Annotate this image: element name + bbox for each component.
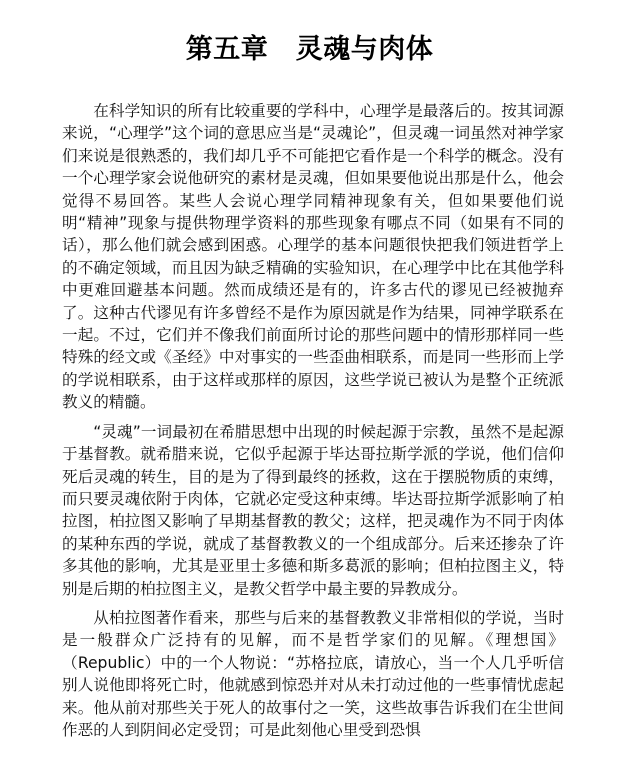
paragraph-3: 从柏拉图著作看来，那些与后来的基督教教义非常相似的学说，当时是一般群众广泛持有的见解，而不是哲学家们的见解。《理想国》（Republic）中的一个人物说：“苏格拉底，请放心，当一个人几乎听信别人说他即将死亡时，他就感到惊恐并对从未打动过他的一些事情忧虑起来。他从前对那些关于死人的故事付之一笑，这些故事告诉我们在尘世间作恶的人到阴间必定受罚；可是此刻他心里受到恐惧 <box>62 608 564 739</box>
chapter-title: 第五章 灵魂与肉体 <box>185 34 434 65</box>
paragraph-1: 在科学知识的所有比较重要的学科中，心理学是最落后的。按其词源来说，“心理学”这个词的意思应当是“灵魂论”，但灵魂一词虽然对神学家们来说是很熟悉的，我们却几乎不可能把它看作是一个科学的概念。没有一个心理学家会说他研究的素材是灵魂，但如果要他说出那是什么，他会觉得不易回答。某些人会说心理学同精神现象有关，但如果要他们说明“精神”现象与提供物理学资料的那些现象有哪点不同（如果有不同的话），那么他们就会感到困惑。心理学的基本问题很快把我们领进哲学上的不确定领域，而且因为缺乏精确的实验知识，在心理学中比在其他学科中更难回避基本问题。然而成绩还是有的，许多古代的谬见已经被抛弃了。这种古代谬见有许多曾经不是作为原因就是作为结果，同神学联系在一起。不过，它们并不像我们前面所讨论的那些问题中的情形那样同一些特殊的经文或《圣经》中对事实的一些歪曲相联系，而是同一些形而上学的学说相联系，由于这样或那样的原因，这些学说已被认为是整个正统派教义的精髓。 <box>62 102 564 412</box>
chapter-body <box>62 100 564 741</box>
paragraph-2: “灵魂”一词最初在希腊思想中出现的时候起源于宗教，虽然不是起源于基督教。就希腊来说，它似乎起源于毕达哥拉斯学派的学说，他们信仰死后灵魂的转生，目的是为了得到最终的拯救，这在于摆脱物质的束缚，而只要灵魂依附于肉体，它就必定受这种束缚。毕达哥拉斯学派影响了柏拉图，柏拉图又影响了早期基督教的教父；这样，把灵魂作为不同于肉体的某种东西的学说，就成了基督教教义的一个组成部分。后来还掺杂了许多其他的影响，尤其是亚里士多德和斯多葛派的影响；但柏拉图主义，特别是后期的柏拉图主义，是教父哲学中最主要的异教成分。 <box>62 422 564 598</box>
